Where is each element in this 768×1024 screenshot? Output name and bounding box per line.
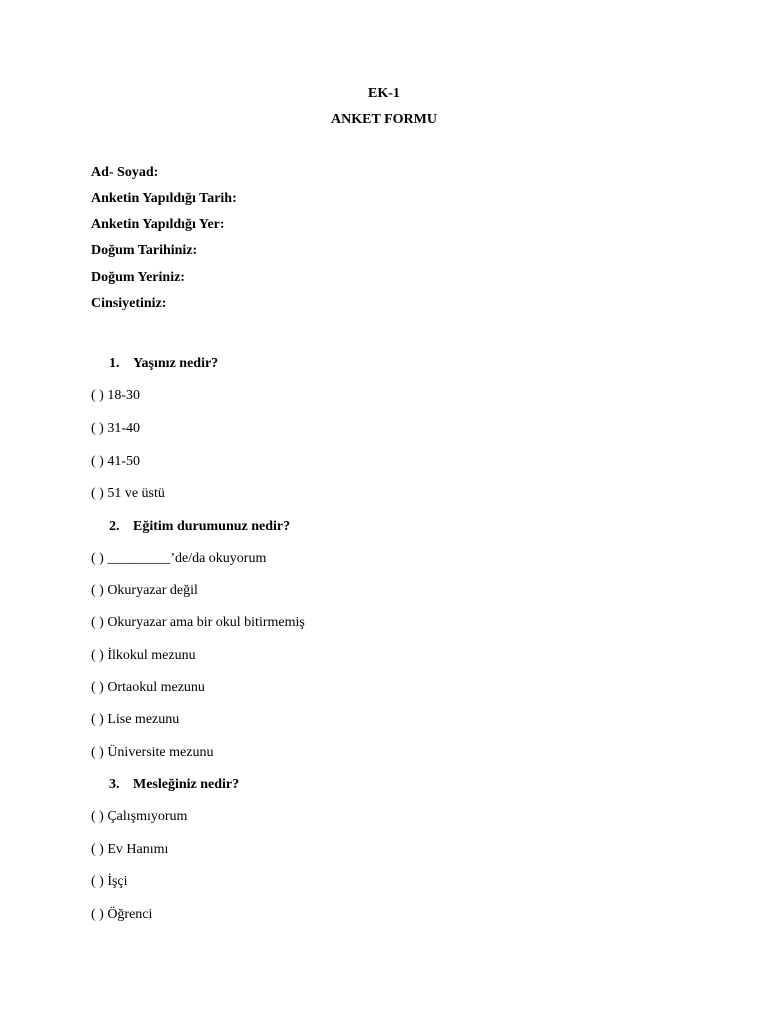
field-birth-date: Doğum Tarihiniz: xyxy=(91,243,198,258)
question-2 xyxy=(109,518,290,536)
question-number: 1. xyxy=(109,356,120,371)
option-checkbox[interactable]: ( ) İlkokul mezunu xyxy=(91,648,196,663)
field-survey-date: Anketin Yapıldığı Tarih: xyxy=(91,191,237,206)
option-checkbox[interactable]: ( ) _________’de/da okuyorum xyxy=(91,551,267,566)
option-checkbox[interactable]: ( ) Çalışmıyorum xyxy=(91,809,188,824)
question-number: 3. xyxy=(109,777,120,792)
option-checkbox[interactable]: ( ) Okuryazar değil xyxy=(91,583,198,598)
option-checkbox[interactable]: ( ) Ortaokul mezunu xyxy=(91,680,205,695)
field-gender: Cinsiyetiniz: xyxy=(91,296,167,311)
question-number: 2. xyxy=(109,519,120,534)
question-1 xyxy=(109,355,218,373)
question-3 xyxy=(109,776,239,794)
option-checkbox[interactable]: ( ) 31-40 xyxy=(91,421,140,436)
field-survey-place: Anketin Yapıldığı Yer: xyxy=(91,217,225,232)
field-name-surname: Ad- Soyad: xyxy=(91,165,159,180)
option-checkbox[interactable]: ( ) 41-50 xyxy=(91,454,140,469)
field-birth-place: Doğum Yeriniz: xyxy=(91,270,185,285)
option-checkbox[interactable]: ( ) Okuryazar ama bir okul bitirmemiş xyxy=(91,615,305,630)
form-title: ANKET FORMU xyxy=(331,112,437,127)
question-text: Eğitim durumunuz nedir? xyxy=(133,519,291,534)
question-text: Yaşınız nedir? xyxy=(133,356,219,371)
option-checkbox[interactable]: ( ) 51 ve üstü xyxy=(91,486,165,501)
option-checkbox[interactable]: ( ) Üniversite mezunu xyxy=(91,745,214,760)
annex-label: EK-1 xyxy=(368,86,400,101)
option-checkbox[interactable]: ( ) Lise mezunu xyxy=(91,712,180,727)
option-checkbox[interactable]: ( ) Ev Hanımı xyxy=(91,842,169,857)
question-text: Mesleğiniz nedir? xyxy=(133,777,240,792)
option-checkbox[interactable]: ( ) Öğrenci xyxy=(91,907,153,922)
option-checkbox[interactable]: ( ) İşçi xyxy=(91,874,128,889)
option-checkbox[interactable]: ( ) 18-30 xyxy=(91,388,140,403)
